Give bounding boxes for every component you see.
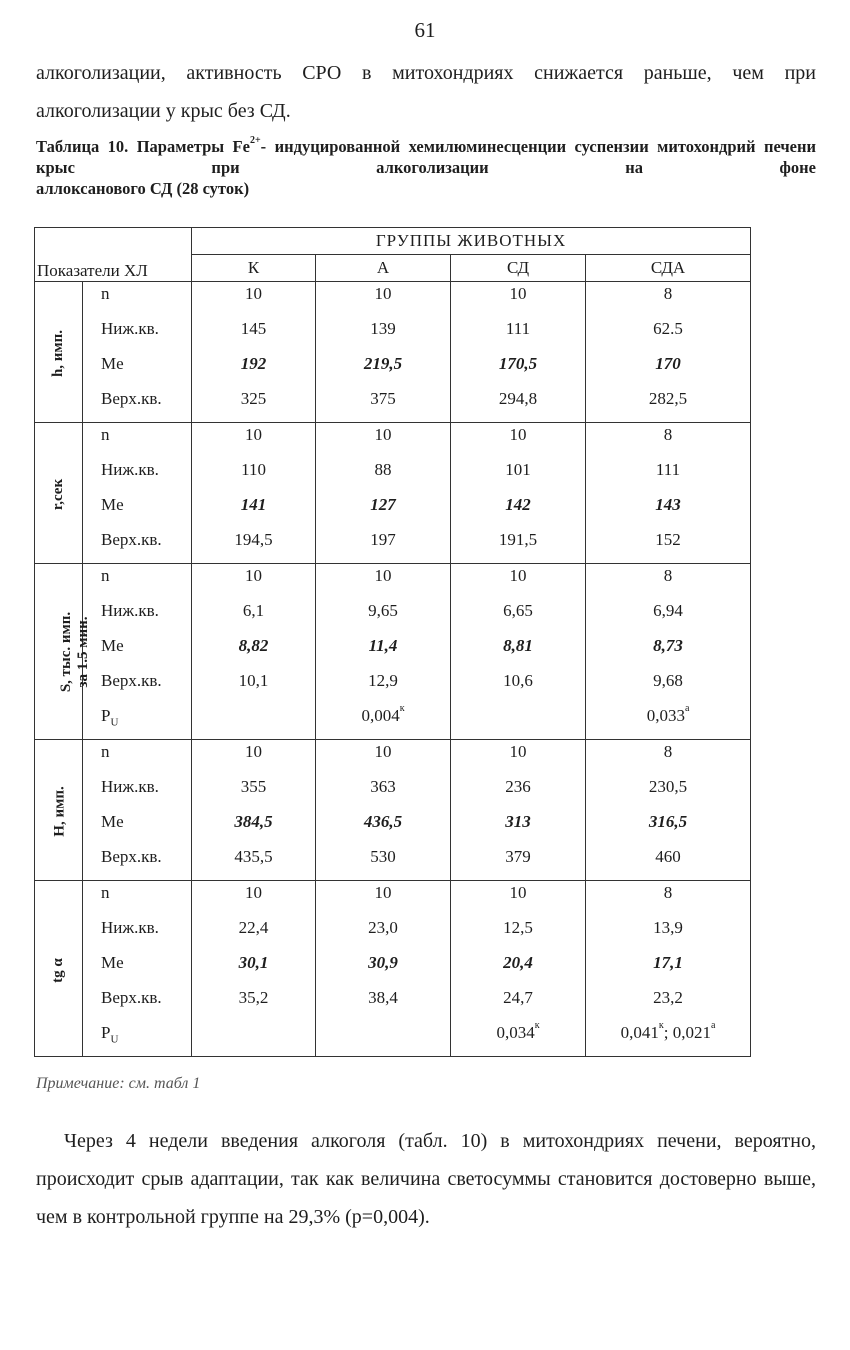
- table-cell: [192, 282, 315, 317]
- cell-value: 30,1: [238, 953, 269, 972]
- cell-value: 436,5: [363, 812, 403, 831]
- outro-paragraph: Через 4 недели введения алкоголя (табл. 10) в митохондриях печени, вероятно, происходит срыв адаптации, так как величина светосуммы становится достоверно выше, чем в контрольной группе на 29,3% (p=0,004).: [36, 1130, 816, 1228]
- row-name-subscript: U: [110, 716, 119, 729]
- table-cell: [316, 493, 450, 528]
- row-name: [83, 1021, 191, 1056]
- table-cell: [316, 528, 450, 563]
- caption-last-line: аллоксанового СД (28 суток): [36, 179, 250, 198]
- table-cell: [316, 740, 450, 775]
- cell-value: 8: [663, 284, 673, 303]
- cell-value: 10: [509, 742, 527, 761]
- cell-value: 10: [374, 883, 392, 902]
- table-cell: [451, 810, 585, 845]
- cell-value: 10: [245, 284, 263, 303]
- cell-value: 110: [241, 460, 266, 479]
- table-cell: [316, 282, 450, 317]
- cell-value: 20,4: [503, 953, 533, 972]
- parameter-label-cell: [35, 564, 92, 740]
- table-cell: [192, 564, 315, 599]
- table-cell: [586, 845, 750, 880]
- cell-value: 8,82: [238, 636, 269, 655]
- table-block: [35, 564, 751, 740]
- row-name: [83, 528, 191, 563]
- table-cell: [192, 740, 315, 775]
- cell-value: 355: [240, 777, 267, 796]
- table-cell: [316, 951, 450, 986]
- table-cell: [192, 423, 315, 458]
- cell-value: 12,5: [503, 918, 533, 937]
- cell-value: 363: [370, 777, 396, 796]
- cell-value: 12,9: [368, 671, 398, 690]
- table-cell: [451, 951, 585, 986]
- table-block: [35, 881, 751, 1057]
- cell-value: 38,4: [368, 988, 398, 1007]
- cell-value: 460: [655, 847, 681, 866]
- row-names-cell: [83, 881, 192, 1057]
- table-cell: [316, 599, 450, 634]
- table-block: [35, 282, 751, 423]
- groups-header: ГРУППЫ ЖИВОТНЫХ: [192, 228, 751, 255]
- cell-value: 10: [509, 425, 527, 444]
- row-names-cell: [83, 282, 192, 423]
- cell-value: 219,5: [363, 354, 403, 373]
- cell-value: 143: [655, 495, 681, 514]
- row-name-text: Ниж.кв.: [101, 918, 159, 937]
- cell-value: 139: [370, 319, 396, 338]
- row-name: [83, 317, 191, 352]
- group-values-cell: [451, 564, 586, 740]
- cell-value: 313: [505, 812, 531, 831]
- table-cell: [586, 881, 750, 916]
- cell-value: 384,5: [234, 812, 273, 831]
- cell-superscript: а: [710, 1020, 716, 1031]
- cell-value: 6,1: [242, 601, 265, 620]
- cell-value: 236: [505, 777, 531, 796]
- table-cell: [316, 1021, 450, 1056]
- table-cell: [192, 1021, 315, 1056]
- row-name-text: Верх.кв.: [101, 988, 162, 1007]
- row-name-text: Верх.кв.: [101, 671, 162, 690]
- table-cell: [586, 458, 750, 493]
- cell-value: 316,5: [648, 812, 688, 831]
- table-cell: [451, 528, 585, 563]
- row-name-text: n: [101, 566, 110, 585]
- intro-paragraph: алкоголизации, активность СРО в митохондриях снижается раньше, чем при алкоголизации у крыс без СД.: [36, 62, 816, 122]
- table-cell: [316, 845, 450, 880]
- row-name-text: n: [101, 284, 110, 303]
- cell-value: 9,68: [653, 671, 683, 690]
- table-cell: [451, 916, 585, 951]
- parameter-label: [50, 330, 67, 377]
- cell-value: 23,2: [653, 988, 683, 1007]
- table-cell: [451, 599, 585, 634]
- page-number: 61: [414, 18, 436, 42]
- group-values-cell: [451, 740, 586, 881]
- table-cell: [586, 916, 750, 951]
- table-cell: [586, 951, 750, 986]
- table-cell: [451, 669, 585, 704]
- row-name: [83, 282, 191, 317]
- table-cell: [316, 634, 450, 669]
- cell-value: 62.5: [653, 319, 683, 338]
- cell-value: 8: [663, 742, 673, 761]
- table-cell: [586, 810, 750, 845]
- table-cell: [586, 704, 750, 739]
- table-cell: [192, 458, 315, 493]
- row-name-text: Ниж.кв.: [101, 460, 159, 479]
- group-values-cell: [316, 881, 451, 1057]
- cell-value: 23,0: [368, 918, 398, 937]
- cell-value: 10: [374, 742, 392, 761]
- table-cell: [586, 352, 750, 387]
- group-header-k: К: [192, 255, 316, 282]
- row-name: [83, 951, 191, 986]
- table-header-row-1: [35, 228, 751, 255]
- table-cell: [586, 493, 750, 528]
- table-cell: [586, 740, 750, 775]
- row-name-text: Ниж.кв.: [101, 777, 159, 796]
- cell-value: 375: [370, 389, 396, 408]
- row-name: [83, 986, 191, 1021]
- row-name: [83, 599, 191, 634]
- cell-value: 152: [655, 530, 681, 549]
- table-cell: [192, 634, 315, 669]
- cell-value: 141: [240, 495, 267, 514]
- cell-value: 10: [509, 883, 527, 902]
- row-name-text: Me: [101, 636, 124, 655]
- group-values-cell: [316, 282, 451, 423]
- cell-value: 101: [505, 460, 531, 479]
- table-cell: [192, 951, 315, 986]
- table-cell: [192, 599, 315, 634]
- cell-superscript: к: [658, 1020, 664, 1031]
- cell-value: 192: [240, 354, 267, 373]
- cell-value: 10: [509, 566, 527, 585]
- group-values-cell: [192, 282, 316, 423]
- row-name-text: Me: [101, 812, 124, 831]
- group-header-sda: СДА: [586, 255, 751, 282]
- cell-extra-value: ; 0,021: [663, 1023, 711, 1042]
- table-cell: [586, 282, 750, 317]
- parameter-label-cell: [35, 423, 83, 564]
- table-cell: [192, 387, 315, 422]
- table-cell: [451, 1021, 585, 1056]
- cell-value: 17,1: [653, 953, 683, 972]
- row-name: [83, 775, 191, 810]
- row-name-text: P: [101, 706, 111, 725]
- cell-value: 145: [240, 319, 267, 338]
- parameter-label: [50, 958, 67, 983]
- table-cell: [316, 881, 450, 916]
- table-cell: [316, 986, 450, 1021]
- parameter-label-cell: [35, 881, 83, 1057]
- row-name: [83, 740, 191, 775]
- parameter-label-line: r,сек: [49, 478, 66, 511]
- table-cell: [451, 352, 585, 387]
- cell-value: 8,81: [503, 636, 533, 655]
- cell-value: 10: [509, 284, 527, 303]
- group-values-cell: [316, 564, 451, 740]
- row-name: [83, 387, 191, 422]
- row-name: [83, 704, 191, 739]
- cell-value: 0,004: [361, 706, 400, 725]
- row-name: [83, 669, 191, 704]
- cell-value: 435,5: [234, 847, 273, 866]
- cell-superscript: а: [684, 703, 690, 714]
- cell-value: 8: [663, 566, 673, 585]
- row-name: [83, 634, 191, 669]
- cell-value: 10: [374, 566, 392, 585]
- row-name: [83, 423, 191, 458]
- group-values-cell: [192, 881, 316, 1057]
- table-cell: [451, 317, 585, 352]
- row-name: [83, 352, 191, 387]
- row-name-text: n: [101, 742, 110, 761]
- table-cell: [192, 352, 315, 387]
- cell-value: 127: [370, 495, 396, 514]
- indicator-header: Показатели ХЛ: [35, 228, 192, 282]
- table-cell: [451, 423, 585, 458]
- parameter-label-cell: [35, 282, 83, 423]
- row-name-text: n: [101, 883, 110, 902]
- row-name-subscript: U: [110, 1033, 119, 1046]
- table-cell: [316, 352, 450, 387]
- table-cell: [586, 669, 750, 704]
- row-name-text: Me: [101, 354, 124, 373]
- row-name-text: Me: [101, 495, 124, 514]
- table-cell: [192, 528, 315, 563]
- row-name-text: Верх.кв.: [101, 847, 162, 866]
- cell-value: 10: [245, 742, 263, 761]
- cell-value: 88: [374, 460, 392, 479]
- cell-value: 191,5: [498, 530, 538, 549]
- parameter-label: [52, 786, 69, 836]
- table-block: [35, 740, 751, 881]
- table-cell: [316, 423, 450, 458]
- row-name: [83, 881, 191, 916]
- table-cell: [316, 810, 450, 845]
- table-cell: [586, 775, 750, 810]
- cell-value: 10,1: [238, 671, 269, 690]
- cell-value: 24,7: [503, 988, 533, 1007]
- cell-value: 8,73: [653, 636, 683, 655]
- group-values-cell: [316, 740, 451, 881]
- table-cell: [316, 458, 450, 493]
- cell-value: 35,2: [238, 988, 269, 1007]
- cell-value: 230,5: [648, 777, 688, 796]
- table-cell: [316, 387, 450, 422]
- cell-value: 22,4: [238, 918, 269, 937]
- table-cell: [586, 423, 750, 458]
- cell-value: 0,041: [620, 1023, 659, 1042]
- cell-value: 325: [240, 389, 267, 408]
- table-cell: [316, 564, 450, 599]
- cell-superscript: к: [399, 703, 405, 714]
- table-note: Примечание: см. табл 1: [36, 1075, 201, 1092]
- group-values-cell: [586, 282, 751, 423]
- results-table: [34, 227, 751, 1057]
- table-cell: [316, 317, 450, 352]
- table-cell: [451, 740, 585, 775]
- cell-value: 197: [370, 530, 396, 549]
- cell-value: 0,034: [496, 1023, 535, 1042]
- table-cell: [451, 458, 585, 493]
- group-values-cell: [192, 564, 316, 740]
- table-cell: [586, 387, 750, 422]
- cell-superscript: к: [534, 1020, 540, 1031]
- table-cell: [451, 493, 585, 528]
- group-header-sd: СД: [451, 255, 586, 282]
- cell-value: 30,9: [368, 953, 398, 972]
- group-header-a: А: [316, 255, 451, 282]
- table-cell: [451, 775, 585, 810]
- cell-value: 170: [655, 354, 681, 373]
- table-cell: [451, 282, 585, 317]
- group-values-cell: [451, 881, 586, 1057]
- group-values-cell: [586, 564, 751, 740]
- parameter-label-line: H, имп.: [51, 786, 68, 837]
- table-cell: [451, 704, 585, 739]
- parameter-label: [50, 479, 67, 510]
- table-cell: [451, 564, 585, 599]
- caption-prefix: Таблица 10. Параметры Fe: [36, 137, 250, 156]
- table-cell: [192, 986, 315, 1021]
- cell-value: 6,94: [653, 601, 683, 620]
- table-cell: [192, 881, 315, 916]
- row-name: [83, 564, 191, 599]
- cell-value: 282,5: [648, 389, 688, 408]
- table-cell: [192, 916, 315, 951]
- group-values-cell: [586, 740, 751, 881]
- cell-value: 0,033: [646, 706, 685, 725]
- cell-value: 530: [370, 847, 396, 866]
- table-cell: [192, 493, 315, 528]
- cell-value: 111: [655, 460, 681, 479]
- cell-value: 170,5: [498, 354, 538, 373]
- row-names-cell: [83, 740, 192, 881]
- row-name: [83, 845, 191, 880]
- row-name: [83, 916, 191, 951]
- row-names-cell: [83, 564, 192, 740]
- row-name: [83, 810, 191, 845]
- caption-main: - индуцированной хемилюминесценции суспензии митохондрий печени крыс при алкоголизации на фоне: [36, 137, 817, 177]
- cell-value: 111: [505, 319, 531, 338]
- cell-value: 10: [374, 425, 392, 444]
- table-cell: [451, 387, 585, 422]
- table-cell: [451, 881, 585, 916]
- group-values-cell: [451, 423, 586, 564]
- cell-value: 294,8: [498, 389, 538, 408]
- group-values-cell: [586, 881, 751, 1057]
- table-cell: [586, 599, 750, 634]
- table-cell: [192, 317, 315, 352]
- table-caption: [36, 136, 816, 199]
- table-cell: [192, 810, 315, 845]
- group-values-cell: [451, 282, 586, 423]
- table-cell: [586, 564, 750, 599]
- row-name-text: P: [101, 1023, 111, 1042]
- table-cell: [192, 669, 315, 704]
- table-cell: [586, 634, 750, 669]
- cell-value: 142: [505, 495, 531, 514]
- parameter-label-line: h, имп.: [50, 329, 67, 378]
- row-name: [83, 493, 191, 528]
- table-cell: [451, 845, 585, 880]
- cell-value: 8: [663, 425, 673, 444]
- table-cell: [586, 317, 750, 352]
- table-cell: [316, 704, 450, 739]
- row-name-text: Me: [101, 953, 124, 972]
- table-cell: [316, 669, 450, 704]
- table-cell: [451, 986, 585, 1021]
- group-values-cell: [192, 740, 316, 881]
- group-values-cell: [192, 423, 316, 564]
- table-cell: [316, 775, 450, 810]
- cell-value: 13,9: [653, 918, 683, 937]
- parameter-label-cell: [35, 740, 83, 881]
- row-names-cell: [83, 423, 192, 564]
- parameter-label-line: за 1.5 мин.: [75, 615, 92, 688]
- cell-value: 10: [245, 425, 263, 444]
- table-cell: [451, 634, 585, 669]
- parameter-label: [58, 611, 92, 691]
- parameter-label-line: tg α: [50, 957, 66, 983]
- row-name-text: Верх.кв.: [101, 389, 162, 408]
- parameter-label-line: S, тыс. имп.: [58, 611, 75, 692]
- row-name-text: Верх.кв.: [101, 530, 162, 549]
- caption-superscript: 2+: [249, 135, 261, 146]
- table-cell: [192, 775, 315, 810]
- table-cell: [586, 528, 750, 563]
- row-name-text: n: [101, 425, 110, 444]
- cell-value: 194,5: [234, 530, 273, 549]
- group-values-cell: [586, 423, 751, 564]
- cell-value: 10: [245, 566, 263, 585]
- table-cell: [192, 845, 315, 880]
- table-cell: [192, 704, 315, 739]
- cell-value: 8: [663, 883, 673, 902]
- cell-value: 10,6: [503, 671, 533, 690]
- cell-value: 379: [505, 847, 531, 866]
- cell-value: 10: [245, 883, 263, 902]
- table-cell: [586, 1021, 750, 1056]
- table-cell: [316, 916, 450, 951]
- group-values-cell: [316, 423, 451, 564]
- cell-value: 11,4: [368, 636, 398, 655]
- cell-value: 6,65: [503, 601, 533, 620]
- row-name-text: Ниж.кв.: [101, 601, 159, 620]
- table-cell: [586, 986, 750, 1021]
- cell-value: 10: [374, 284, 392, 303]
- row-name: [83, 458, 191, 493]
- table-block: [35, 423, 751, 564]
- row-name-text: Ниж.кв.: [101, 319, 159, 338]
- cell-value: 9,65: [368, 601, 398, 620]
